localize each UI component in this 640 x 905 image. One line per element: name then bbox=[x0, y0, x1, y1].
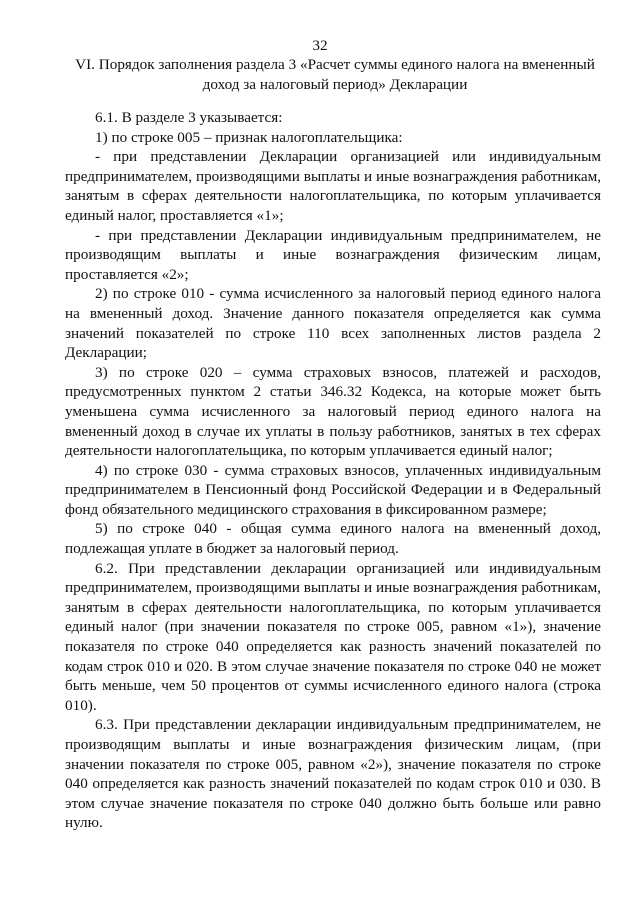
paragraph-005-value-2: - при представлении Декларации индивидуальным предпринимателем, не производящим выплаты и иные вознаграждения физическим лицам, проставляется «2»; bbox=[65, 226, 601, 283]
paragraph-6-1: 6.1. В разделе 3 указывается: bbox=[95, 109, 283, 126]
section-title: VI. Порядок заполнения раздела 3 «Расчет суммы единого налога на вмененный доход за налоговый период» Декларации bbox=[75, 56, 595, 93]
paragraph-6-2: 6.2. При представлении декларации организацией или индивидуальным предпринимателем, производящими выплаты и иные вознаграждения работникам, занятым в сферах деятельности налогоплательщика, по которым уплачивается единый налог (при значении показателя по строке 005, равном «1»), значение показателя по строке 040 определяется как разность значений показателей по кодам строк 010 и 020. В этом случае значение показателя по строке 040 не может быть меньше, чем 50 процентов от суммы исчисленного единого налога (строка 010). bbox=[65, 559, 601, 714]
paragraph-6-3: 6.3. При представлении декларации индивидуальным предпринимателем, не производящим выплаты и иные вознаграждения физическим лицам, (при значении показателя по строке 005, равном «2»), значение показателя по строке 040 определяется как разность значений показателей по кодам строк 010 и 030. В этом случае значение показателя по строке 040 должно быть больше или равно нулю. bbox=[65, 716, 601, 832]
paragraph-line-020: 3) по строке 020 – сумма страховых взносов, платежей и расходов, предусмотренных пунктом 2 статьи 346.32 Кодекса, на которые может быть уменьшена сумма исчисленного за налоговый период единого налога на вмененный доход в случае их уплаты в пользу работников, занятых в тех сферах деятельности налогоплательщика, по которым уплачивается единый налог; bbox=[65, 363, 601, 460]
paragraph-line-030: 4) по строке 030 - сумма страховых взносов, уплаченных индивидуальным предпринимателем в Пенсионный фонд Российской Федерации и в Федеральный фонд обязательного медицинского страхования в фиксированном размере; bbox=[65, 461, 601, 518]
paragraph-line-005: 1) по строке 005 – признак налогоплательщика: bbox=[95, 128, 403, 146]
page-number: 32 bbox=[312, 37, 328, 54]
paragraph-005-value-1: - при представлении Декларации организацией или индивидуальным предпринимателем, производящими выплаты и иные вознаграждения работникам, занятым в сферах деятельности налогоплательщика, по которым уплачивается единый налог, проставляется «1»; bbox=[65, 148, 601, 224]
section-body bbox=[65, 108, 601, 833]
paragraph-line-010: 2) по строке 010 - сумма исчисленного за налоговый период единого налога на вмененный доход. Значение данного показателя определяется как сумма значений показателей по строке 110 всех заполненных листов раздела 2 Декларации; bbox=[65, 285, 601, 362]
paragraph-line-040: 5) по строке 040 - общая сумма единого налога на вмененный доход, подлежащая уплате в бюджет за налоговый период. bbox=[65, 520, 601, 558]
